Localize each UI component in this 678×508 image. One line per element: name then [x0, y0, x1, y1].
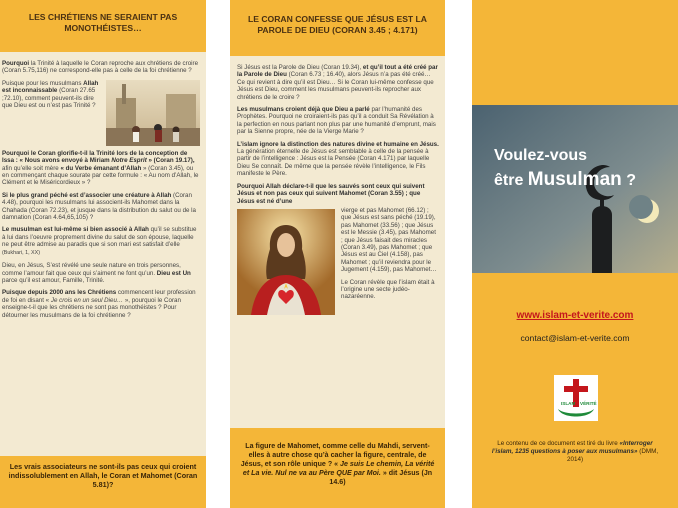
- paragraph: Si Jésus est la Parole de Dieu (Coran 19.34), et qu’il tout a été créé par la Parole de Dieu (Coran 6.73 ; 16.40), alors Jésus n’a pas été créé… Ce qui revient à dire qu’il est Dieu… Si le Coran lui-même confesse que Jésus est Dieu, comment les musulmans peuvent-ils reprocher aux chrétiens de le croire ?: [237, 64, 438, 101]
- sacred-heart-image: [237, 209, 335, 315]
- svg-text:ISLAM: ISLAM: [561, 401, 576, 406]
- paragraph: vierge et pas Mahomet (66.12) ; que Jésus est sans péché (19.19), pas Mahomet (33.56) ; que Jésus est le Messie (3.45), pas Mahomet ; que Jésus faisait des miracles (Coran 3.49), pas Mahomet ; que Jésus est au Ciel (4.158), pas Mahomet ; qu’il reviendra pour le Jugement (4.159), pas Mahomet…: [341, 206, 437, 274]
- panel-middle-body: [230, 56, 445, 428]
- paragraph: Si le plus grand péché est d’associer une créature à Allah (Coran 4.48), pourquoi les musulmans lui associent-ils Mahomet dans la Chahada (Coran 72.23), et jusque dans la distribution du salut ou de la damnation (Coran 4.64,65,105) ?: [2, 191, 197, 222]
- paragraph: Pourquoi Allah déclare-t-il que les sauvés sont ceux qui suivent Jésus et non pas ceux qui suivent Mahomet (Coran 3.55) ; que Jésus est né d’une: [237, 182, 425, 205]
- panel-left-footer: Les vrais associateurs ne sont-ils pas ceux qui croient indissolublement en Allah, le Coran et Mahomet (Coran 5.81)?: [0, 456, 206, 508]
- paragraph: L’islam ignore la distinction des natures divine et humaine en Jésus. La génération éternelle de Jésus est semblable à celle de la pensée à partir de l’intelligence : Jésus est la Pensée (Coran 4.171) par laquelle Dieu Se connaît. De même que la pensée révèle l’intelligence, le Fils manifeste le Père.: [237, 140, 439, 178]
- paragraph: Puisque pour les musulmans Allah est inconnaissable (Coran 27.65 ;72.10), comment peuvent-ils dire que Dieu est ou n’est pas Trinité ?: [2, 79, 99, 110]
- panel-cover: [472, 0, 678, 508]
- contact-email[interactable]: contact@islam-et-verite.com: [520, 333, 630, 343]
- website-link[interactable]: www.islam-et-verite.com: [516, 310, 634, 321]
- cover-title: Voulez-vous être Musulman ?: [494, 147, 636, 190]
- panel-left: [0, 0, 206, 508]
- source-credit: Le contenu de ce document est tiré du livre «Interroger l’islam, 1235 questions à poser aux musulmans» (DMM, 2014): [491, 440, 659, 463]
- paragraph: Dieu, en Jésus, S’est révélé une seule nature en trois personnes, comme l’amour fait que ceux qui s’aiment ne font qu’un. Dieu est Un parce qu’il est amour, Famille, Trinité.: [2, 262, 191, 284]
- svg-text:VÉRITÉ: VÉRITÉ: [580, 401, 597, 406]
- islam-et-verite-logo: [554, 375, 598, 421]
- paragraph: Le musulman est lui-même si bien associé à Allah qu’il se substitue à lui dans l’oeuvre proprement divine du salut de son épouse, laquelle ne peut être admise au paradis que si son mari est satisfait d’elle (Bukhari, 1, XX): [2, 226, 197, 256]
- paragraph: Pourquoi le Coran glorifie-t-il la Trinité lors de la conception de Issa : « Nous avons envoyé à Miriam Notre Esprit » (Coran 19.17), afin qu’elle soit mère « du Verbe émanant d’Allah » (Coran 3.45), ou en commençant chaque sourate par cette formule : « Au nom d’Allah, le Clément et le Miséricordieux » ?: [2, 149, 199, 187]
- panel-middle: [230, 0, 445, 508]
- paragraph: Pourquoi la Trinité à laquelle le Coran reproche aux chrétiens de croire (Coran 5.75,116) ne correspond-elle pas à celle de la foi chrétienne ?: [2, 60, 199, 75]
- street-painting-image: [106, 80, 200, 146]
- paragraph: Puisque depuis 2000 ans les Chrétiens commencent leur profession de foi en disant « Je crois en un seul Dieu… », pourquoi le Coran enseigne-t-il que les chrétiens ne sont pas monothéistes ? Pour détourner les musulmans de la foi chrétienne ?: [2, 289, 196, 319]
- panel-left-heading: LES CHRÉTIENS NE SERAIENT PAS MONOTHÉISTES…: [0, 0, 206, 52]
- panel-middle-heading: LE CORAN CONFESSE QUE JÉSUS EST LA PAROLE DE DIEU (CORAN 3.45 ; 4.171): [230, 0, 445, 56]
- panel-middle-footer: La figure de Mahomet, comme celle du Mahdi, servent-elles à autre chose qu’à cacher la figure, centrale, de Jésus, et son rôle unique ? « Je suis Le chemin, La vérité et La vie. Nul ne va au Père QUE par Moi. » dit Jésus (Jn 14.6): [230, 428, 445, 508]
- paragraph: Les musulmans croient déjà que Dieu a parlé par l’humanité des Prophètes. Pourquoi ne croiraient-ils pas qu’il a conduit Sa Révélation à la perfection en nous parlant non plus par une humanité d’emprunt, mais par la Sienne propre, née de la Vierge Marie ?: [237, 106, 436, 136]
- paragraph: Le Coran révèle que l’islam était à l’origine une secte judéo-nazaréenne.: [341, 278, 435, 301]
- panel-left-body: [0, 52, 206, 456]
